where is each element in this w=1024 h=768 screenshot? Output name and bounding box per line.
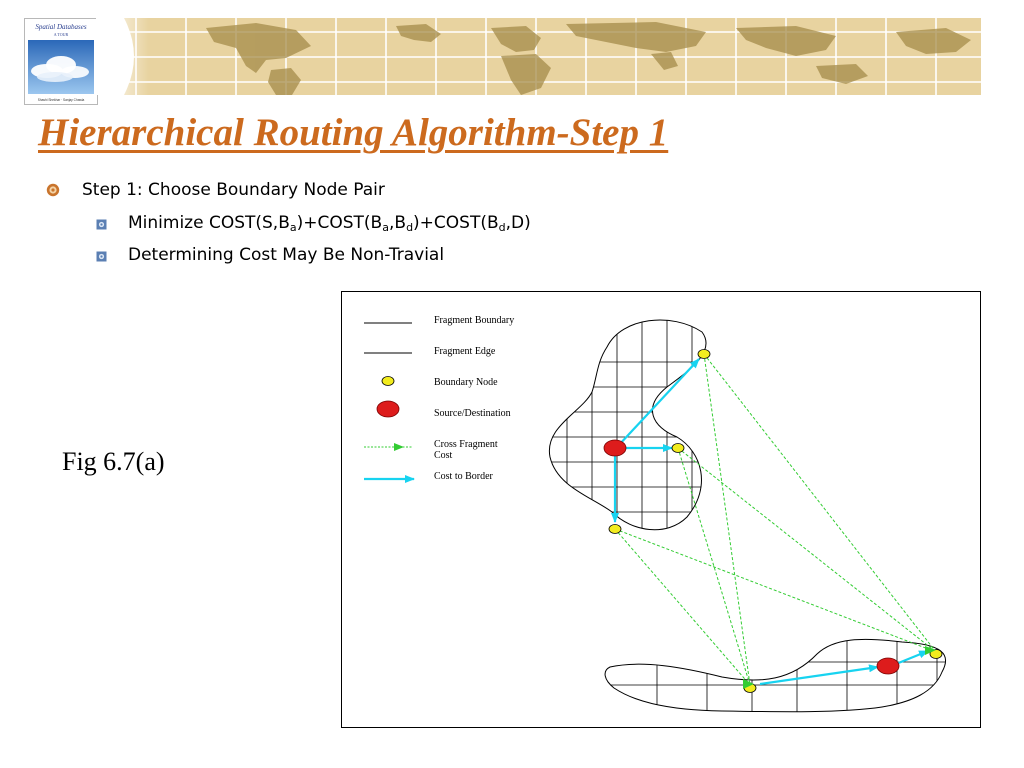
- legend-cross-fragment-arrow-icon: [394, 443, 404, 451]
- legend-source-destination-label: Source/Destination: [434, 408, 511, 419]
- book-cover-image: [24, 18, 98, 105]
- upper-fragment: [542, 307, 722, 542]
- cost-sub-3: d: [406, 221, 414, 234]
- cost-sub-4: d: [498, 221, 506, 234]
- cross-cost-line: [704, 354, 750, 685]
- cross-fragment-cost-lines: [615, 354, 936, 685]
- cross-cost-line: [615, 529, 936, 652]
- book-authors: Shashi Shekhar · Sanjay Chawla: [37, 98, 85, 102]
- lower-fragment-boundary: [605, 639, 946, 711]
- legend-fragment-edge-label: Fragment Edge: [434, 346, 496, 357]
- bullet-icon-level2: [96, 219, 107, 230]
- cost-text-2: )+COST(B: [296, 213, 383, 233]
- slide-title: Hierarchical Routing Algorithm-Step 1: [38, 111, 669, 154]
- bullet-icon-level2: [96, 251, 107, 262]
- legend-source-destination-swatch: [377, 401, 399, 417]
- upper-fragment-boundary: [549, 320, 706, 530]
- cost-text-4: )+COST(B: [413, 213, 499, 233]
- cost-text-3: ,B: [388, 213, 407, 233]
- source-node: [604, 440, 626, 456]
- cost-to-border-arrow: [618, 359, 699, 446]
- cost-to-border-arrows: [615, 359, 928, 684]
- cost-text-5: ,D): [505, 213, 531, 233]
- lower-fragment: [597, 632, 962, 717]
- cost-text-1: Minimize COST(S,B: [128, 213, 290, 233]
- bullet-determining-cost: Determining Cost May Be Non-Travial: [128, 245, 445, 265]
- legend-boundary-node-swatch: [382, 377, 394, 386]
- legend-cross-fragment-cost-label-2: Cost: [434, 450, 453, 461]
- routing-diagram: [342, 292, 980, 727]
- cost-sub-2: a: [382, 221, 389, 234]
- legend-boundary-node-label: Boundary Node: [434, 377, 498, 388]
- boundary-node: [672, 444, 684, 453]
- figure-caption: Fig 6.7(a): [62, 447, 165, 476]
- legend-fragment-boundary-label: Fragment Boundary: [434, 315, 515, 326]
- bullet-icon-level1: [46, 183, 60, 197]
- destination-node: [877, 658, 899, 674]
- bullet-step1: Step 1: Choose Boundary Node Pair: [82, 180, 385, 200]
- cross-cost-line: [678, 448, 936, 652]
- cost-sub-1: a: [289, 221, 297, 234]
- boundary-node: [698, 350, 710, 359]
- routing-figure: [341, 291, 981, 728]
- cost-to-border-arrow: [760, 667, 878, 684]
- legend-cost-to-border-label: Cost to Border: [434, 471, 493, 482]
- bullet-minimize-cost: [128, 213, 531, 234]
- world-map-banner: [96, 18, 981, 95]
- cross-cost-line: [615, 529, 750, 685]
- boundary-node: [609, 525, 621, 534]
- legend: [364, 315, 514, 482]
- source-destination-nodes: [604, 440, 899, 674]
- book-title-line1: Spatial Databases: [35, 23, 87, 31]
- book-title-line2: A TOUR: [53, 32, 69, 37]
- legend-cross-fragment-cost-label-1: Cross Fragment: [434, 439, 498, 450]
